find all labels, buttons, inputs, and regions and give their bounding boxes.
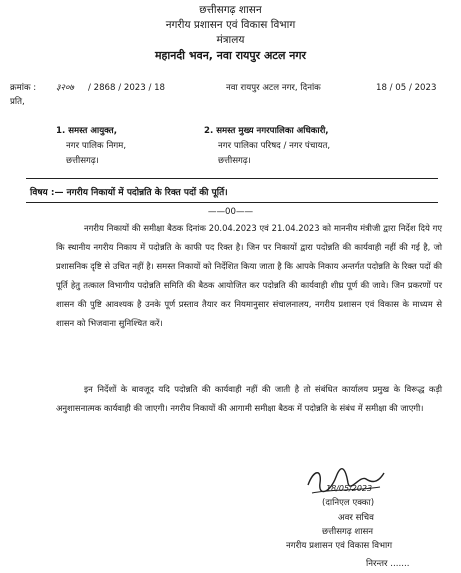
addressee-right-line3: छत्तीसगढ़। xyxy=(218,156,251,166)
ref-number: ३२०७ xyxy=(56,83,74,93)
addressee-right-line2: नगर पालिका परिषद / नगर पंचायत, xyxy=(218,141,331,151)
addressee-left-title: 1. समस्त आयुक्त, xyxy=(56,126,117,136)
body-paragraph-1: नगरीय निकायों की समीक्षा बैठक दिनांक 20.04.2023 एवं 21.04.2023 को माननीय मंत्रीजी द्वारा निर्देश दिये गए कि स्थानीय नगरीय निकाय में पदोन्नति के काफी पद रिक्त है। जिन पर निकायों द्वारा पदोन्नति की कार्यवाही नहीं की गई है, जो प्रशासनिक दृष्टि से उचित नहीं है। समस्त निकायों को निर्देशित किया जाता है कि आपके निकाय अन्तर्गत पदोन्नति के रिक्त पदों की पूर्ति हेतु तत्काल विभागीय पदोन्नति समिति की बैठक आयोजित कर पदोन्नति की कार्यवाही शीघ्र पूर्ण की जावे। जिन प्रकरणों पर शासन की पुष्टि आवश्यक है उनके पूर्ण प्रस्ताव तैयार कर नियमानुसार संचालनालय, नगरीय प्रशासन एवं विकास के माध्यम से शासन को भिजवाना सुनिश्चित करें। xyxy=(56,223,442,328)
subject-bottom-rule xyxy=(26,202,438,203)
addressee-left-line3: छत्तीसगढ़। xyxy=(66,156,99,166)
ref-date: 18 / 05 / 2023 xyxy=(376,83,437,93)
signatory-government: छत्तीसगढ़ शासन xyxy=(322,527,374,537)
divider: ——00—— xyxy=(207,207,254,217)
header-line-state: छत्तीसगढ़ शासन xyxy=(199,4,262,16)
subject-top-rule xyxy=(26,178,438,179)
signatory-department: नगरीय प्रशासन एवं विकास विभाग xyxy=(286,541,393,551)
ref-label: क्रमांक : xyxy=(10,83,37,93)
addressee-right-title: 2. समस्त मुख्य नगरपालिका अधिकारी, xyxy=(204,126,329,136)
signatory-name: (दानिएल एक्का) xyxy=(322,498,375,508)
signature-handwritten-date: 18/05/2023 xyxy=(326,484,373,493)
header-line-ministry: मंत्रालय xyxy=(216,34,245,46)
header-line-address: महानदी भवन, नवा रायपुर अटल नगर xyxy=(154,49,307,62)
footer-nirantar: निरन्तर ....... xyxy=(366,559,410,569)
signatory-designation: अवर सचिव xyxy=(338,513,374,523)
body-paragraph-2: इन निर्देशों के बावजूद यदि पदोन्नति की कार्यवाही नहीं की जाती है तो संबंधित कार्यालय प्रमुख के विरूद्ध कड़ी अनुशासनात्मक कार्यवाही की जाएगी। नगरीय निकायों की आगामी समीक्षा बैठक में पदोन्नति के संबंध में समीक्षा की जाएगी। xyxy=(56,384,442,413)
subject-line: विषय :— नगरीय निकायों में पदोन्नति के रिक्त पदों की पूर्ति। xyxy=(30,188,228,198)
prati-label: प्रति, xyxy=(10,97,25,107)
header-line-department: नगरीय प्रशासन एवं विकास विभाग xyxy=(165,19,296,31)
addressee-left-line2: नगर पालिक निगम, xyxy=(66,141,127,151)
ref-file: / 2868 / 2023 / 18 xyxy=(88,83,166,93)
ref-place-date: नवा रायपुर अटल नगर, दिनांक xyxy=(226,83,321,93)
